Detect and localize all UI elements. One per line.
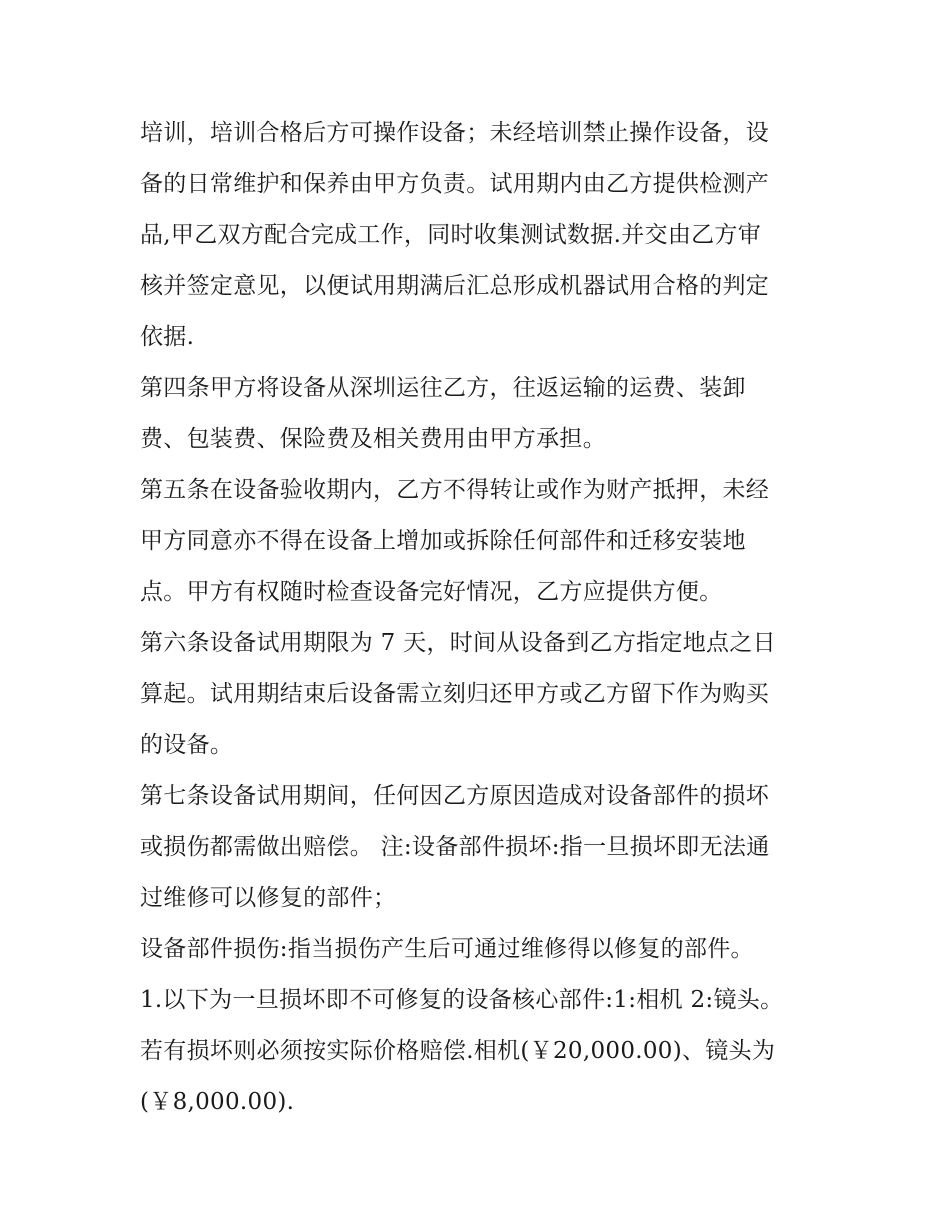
text-line: 若有损坏则必须按实际价格赔偿.相机(￥20,000.00)、镜头为 <box>140 1038 776 1064</box>
paragraph-article-4 <box>140 363 820 465</box>
text-line: 算起。试用期结束后设备需立刻归还甲方或乙方留下作为购买 <box>140 681 770 707</box>
paragraph-damage-definition <box>140 924 820 975</box>
paragraph-article-6 <box>140 618 820 771</box>
text-line: 点。甲方有权随时检查设备完好情况，乙方应提供方便。 <box>140 579 723 605</box>
text-line: 设备部件损伤:指当损伤产生后可通过维修得以修复的部件。 <box>140 936 754 962</box>
text-line: 备的日常维护和保养由甲方负责。试用期内由乙方提供检测产 <box>140 171 770 197</box>
text-line: 第六条设备试用期限为 7 天，时间从设备到乙方指定地点之日 <box>140 630 776 656</box>
paragraph-article-7 <box>140 771 820 924</box>
text-line: 第四条甲方将设备从深圳运往乙方，往返运输的运费、装卸 <box>140 375 746 401</box>
document-body <box>140 108 820 1128</box>
paragraph-training <box>140 108 820 363</box>
text-line: 核并签定意见，以便试用期满后汇总形成机器试用合格的判定 <box>140 273 770 299</box>
text-line: 第七条设备试用期间，任何因乙方原因造成对设备部件的损坏 <box>140 783 770 809</box>
text-line: 的设备。 <box>140 732 234 758</box>
text-line: 1.以下为一旦损坏即不可修复的设备核心部件:1:相机 2:镜头。 <box>140 987 784 1013</box>
text-line: 过维修可以修复的部件； <box>140 885 397 911</box>
text-line: 费、包装费、保险费及相关费用由甲方承担。 <box>140 426 606 452</box>
text-line: (￥8,000.00). <box>140 1089 295 1115</box>
paragraph-core-parts <box>140 975 820 1026</box>
paragraph-article-5 <box>140 465 820 618</box>
text-line: 品,甲乙双方配合完成工作，同时收集测试数据.并交由乙方审 <box>140 222 762 248</box>
text-line: 甲方同意亦不得在设备上增加或拆除任何部件和迁移安装地 <box>140 528 746 554</box>
text-line: 第五条在设备验收期内，乙方不得转让或作为财产抵押，未经 <box>140 477 770 503</box>
text-line: 依据. <box>140 324 195 350</box>
text-line: 培训，培训合格后方可操作设备；未经培训禁止操作设备，设 <box>140 120 770 146</box>
paragraph-compensation <box>140 1026 820 1128</box>
text-line: 或损伤都需做出赔偿。 注:设备部件损坏:指一旦损坏即无法通 <box>140 834 770 860</box>
